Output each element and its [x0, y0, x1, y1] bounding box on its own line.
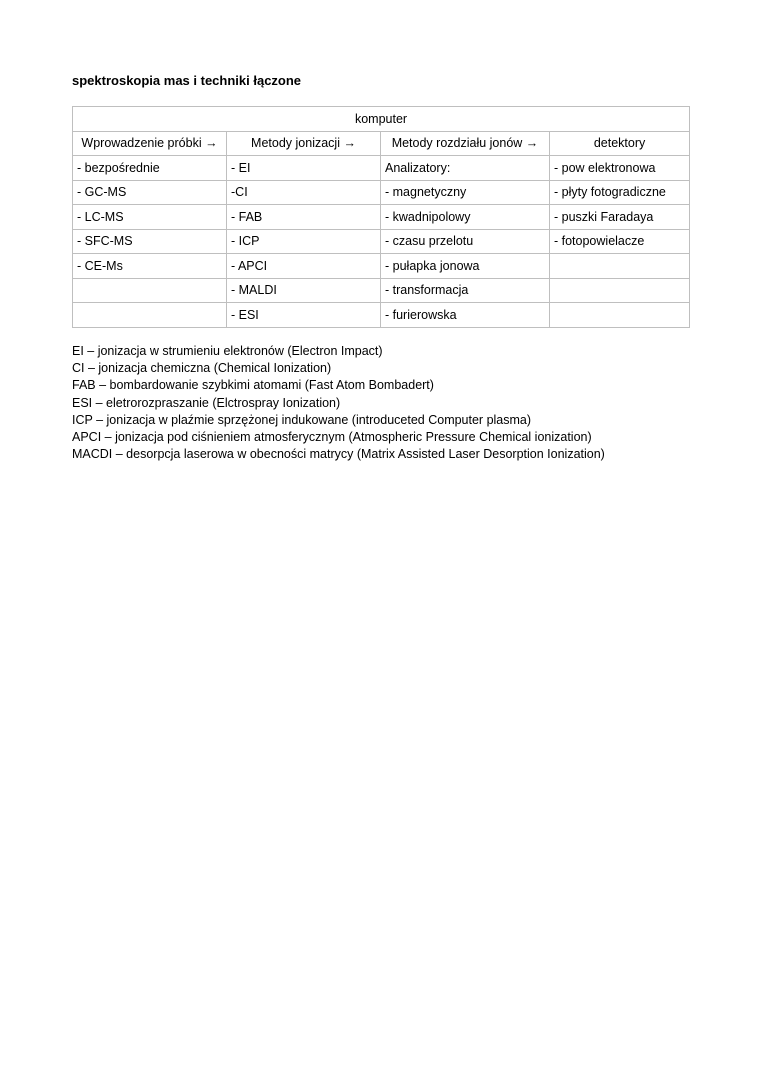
table-cell: - CE-Ms	[73, 254, 227, 279]
column-header-ionization-methods: Metody jonizacji →	[227, 131, 381, 156]
table-cell: - fotopowielacze	[550, 229, 690, 254]
table-cell: -CI	[227, 180, 381, 205]
table-header-row	[73, 131, 690, 156]
note-fab: FAB – bombardowanie szybkimi atomami (Fast Atom Bombadert)	[72, 378, 434, 393]
table-cell: - SFC-MS	[73, 229, 227, 254]
abbreviation-notes	[72, 343, 605, 463]
table-row	[73, 205, 690, 230]
table-row	[73, 229, 690, 254]
table-cell: - kwadnipolowy	[381, 205, 550, 230]
document-title: spektroskopia mas i techniki łączone	[72, 73, 302, 88]
note-apci: APCI – jonizacja pod ciśnieniem atmosferycznym (Atmospheric Pressure Chemical ionization)	[72, 430, 592, 445]
table-cell: - ESI	[227, 303, 381, 328]
table-cell: - GC-MS	[73, 180, 227, 205]
note-icp: ICP – jonizacja w plaźmie sprzężonej indukowane (introduceted Computer plasma)	[72, 412, 532, 427]
table-row	[73, 278, 690, 303]
note-ci: CI – jonizacja chemiczna (Chemical Ionization)	[72, 361, 332, 376]
table-cell	[73, 278, 227, 303]
table-cell: - magnetyczny	[381, 180, 550, 205]
table-cell: - bezpośrednie	[73, 156, 227, 181]
note-ei: EI – jonizacja w strumieniu elektronów (Electron Impact)	[72, 344, 383, 358]
table-cell	[550, 303, 690, 328]
ms-techniques-table	[72, 106, 690, 328]
table-cell: - puszki Faradaya	[550, 205, 690, 230]
table-cell: - pow elektronowa	[550, 156, 690, 181]
table-cell: - LC-MS	[73, 205, 227, 230]
table-cell: - czasu przelotu	[381, 229, 550, 254]
table-cell	[550, 278, 690, 303]
table-cell: - płyty fotogradiczne	[550, 180, 690, 205]
table-row	[73, 303, 690, 328]
table-cell: - MALDI	[227, 278, 381, 303]
column-header-ion-separation-methods: Metody rozdziału jonów →	[381, 131, 550, 156]
table-cell	[73, 303, 227, 328]
table-cell: - ICP	[227, 229, 381, 254]
table-header-row-top	[73, 107, 690, 132]
column-header-sample-introduction: Wprowadzenie próbki →	[73, 131, 227, 156]
table-cell: - FAB	[227, 205, 381, 230]
table-cell: - transformacja	[381, 278, 550, 303]
table-cell: - EI	[227, 156, 381, 181]
table-row	[73, 156, 690, 181]
table-row	[73, 180, 690, 205]
table-cell: Analizatory:	[381, 156, 550, 181]
table-cell: - pułapka jonowa	[381, 254, 550, 279]
column-header-detectors: detektory	[550, 131, 690, 156]
table-cell: - APCI	[227, 254, 381, 279]
table-cell: - furierowska	[381, 303, 550, 328]
note-macdi: MACDI – desorpcja laserowa w obecności matrycy (Matrix Assisted Laser Desorption Ionization)	[72, 447, 605, 462]
table-cell	[550, 254, 690, 279]
note-esi: ESI – eletrorozpraszanie (Elctrospray Ionization)	[72, 395, 341, 410]
table-top-header: komputer	[73, 107, 690, 132]
table-row	[73, 254, 690, 279]
